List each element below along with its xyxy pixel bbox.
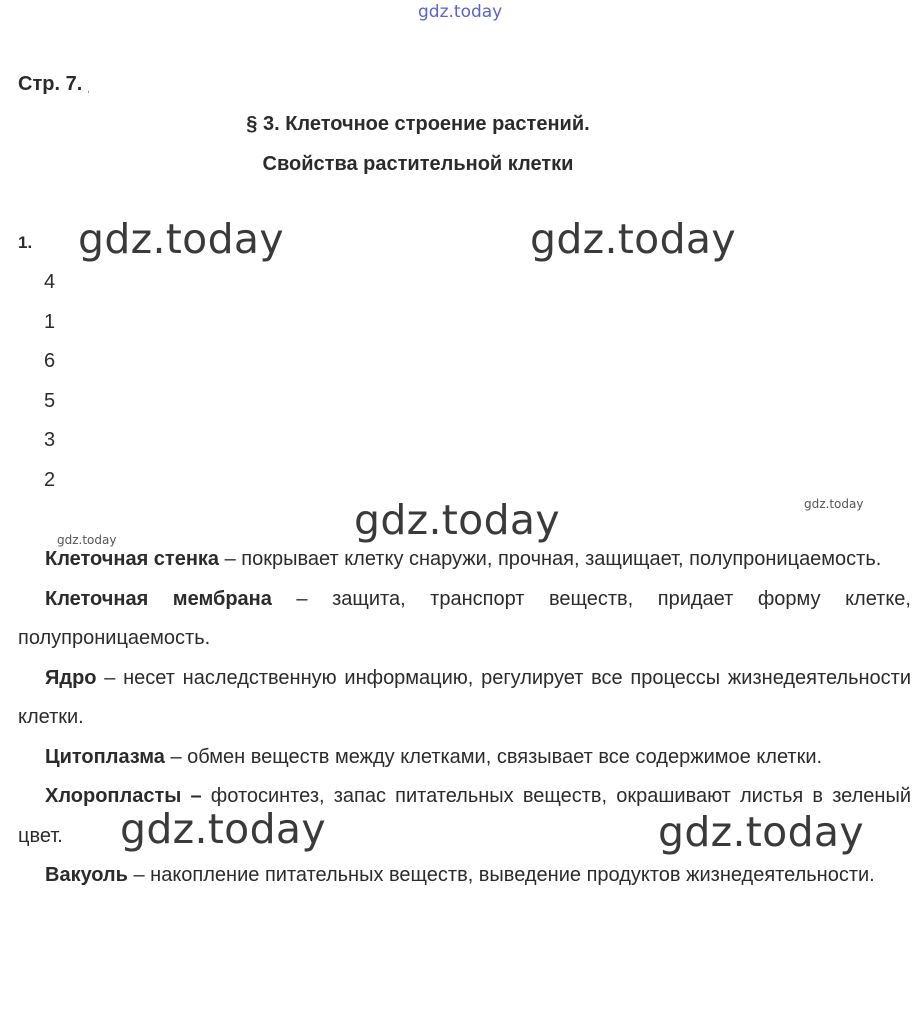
definition-term: Цитоплазма bbox=[45, 745, 165, 768]
section-title: § 3. Клеточное строение растений. bbox=[246, 113, 590, 135]
watermark-big: gdz.today bbox=[658, 808, 864, 856]
watermark-small: gdz.today bbox=[57, 533, 117, 547]
definition-term: Клеточная мембрана bbox=[45, 587, 272, 610]
answer-item: 6 bbox=[44, 350, 56, 373]
watermark-big: gdz.today bbox=[78, 215, 284, 263]
definition-nucleus bbox=[18, 659, 911, 738]
section-subtitle: Свойства растительной клетки bbox=[262, 153, 574, 175]
answer-item: 3 bbox=[44, 429, 56, 452]
definition-text: – обмен веществ между клетками, связывает все содержимое клетки. bbox=[164, 745, 823, 768]
definition-cytoplasm bbox=[18, 738, 911, 778]
page-label-text: Стр. 7. bbox=[18, 73, 83, 95]
watermark-top: gdz.today bbox=[418, 2, 503, 22]
answer-item: 1 bbox=[44, 310, 56, 333]
definition-term: Хлоропласты – bbox=[45, 785, 202, 807]
answer-item: 5 bbox=[44, 389, 56, 412]
watermark-big: gdz.today bbox=[120, 805, 326, 853]
definition-text: фотосинтез, запас питательных веществ, окрашивают листья в зеленый цвет. bbox=[18, 785, 911, 847]
answer-item: 4 bbox=[44, 271, 56, 293]
definition-text: – накопление питательных веществ, выведение продуктов жизнедеятельности. bbox=[127, 864, 875, 886]
definition-text: – защита, транспорт веществ, придает форму клетке, полупроницаемость. bbox=[18, 587, 911, 649]
page-label bbox=[18, 73, 91, 96]
definition-vacuole bbox=[18, 856, 911, 896]
watermark-small: gdz.today bbox=[804, 497, 864, 511]
definition-term: Клеточная стенка bbox=[45, 548, 220, 570]
watermark-big: gdz.today bbox=[530, 215, 736, 263]
definition-text: – несет наследственную информацию, регулирует все процессы жизнедеятельности клетки. bbox=[18, 666, 911, 728]
answer-item: 2 bbox=[44, 468, 56, 491]
watermark-big: gdz.today bbox=[354, 496, 560, 544]
definition-cell-wall bbox=[18, 540, 911, 580]
tick-mark-icon: ˌ bbox=[86, 77, 91, 93]
definition-text: – покрывает клетку снаружи, прочная, защищает, полупроницаемость. bbox=[219, 548, 882, 570]
answer-list bbox=[44, 268, 55, 506]
definition-cell-membrane bbox=[18, 580, 911, 659]
definition-term: Ядро bbox=[45, 666, 97, 689]
task-number: 1. bbox=[18, 233, 33, 252]
definition-term: Вакуоль bbox=[45, 864, 128, 886]
